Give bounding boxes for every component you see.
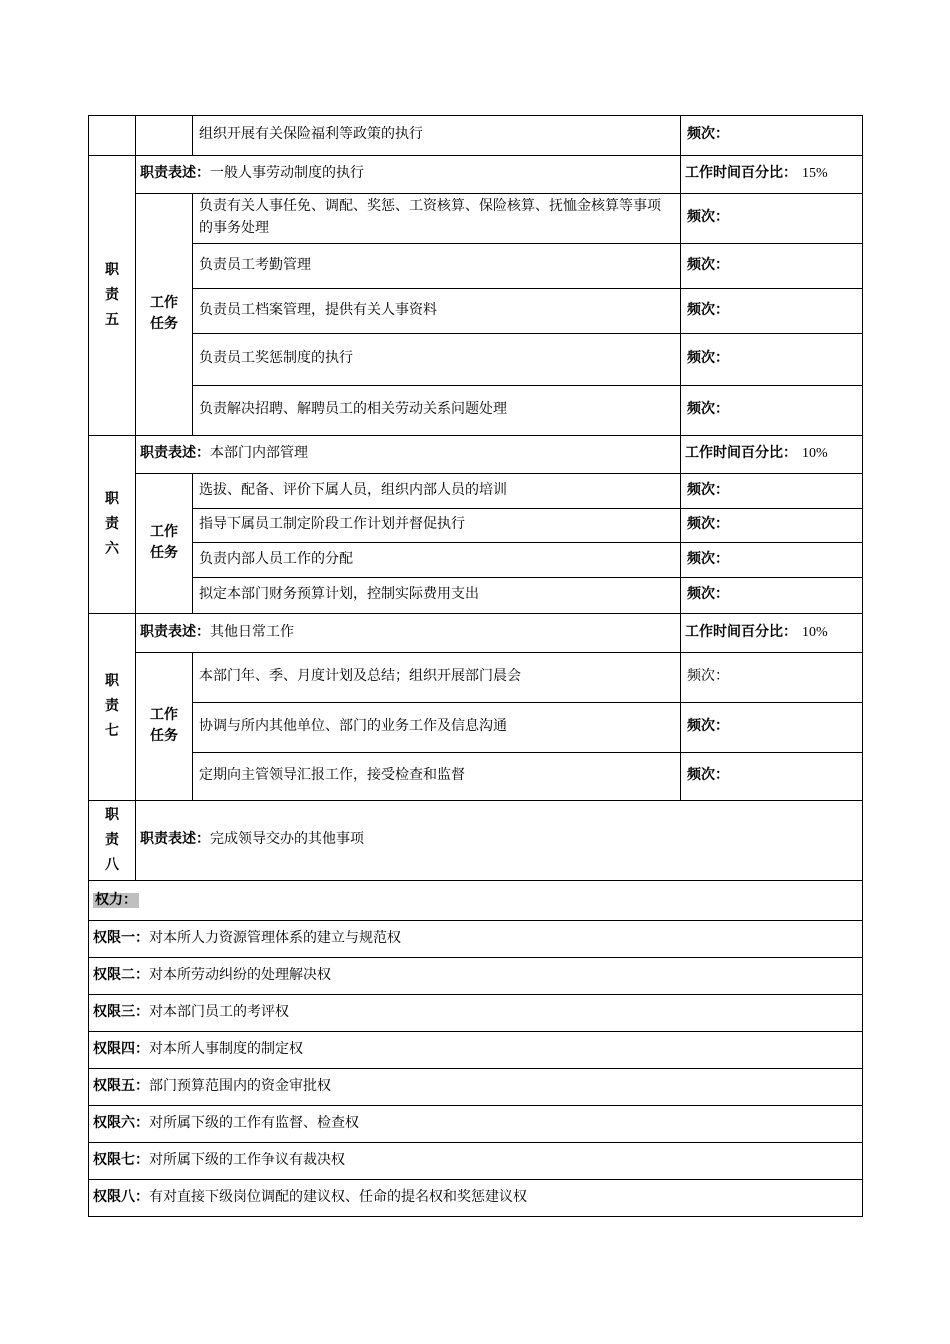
power-item-text: 对本部门员工的考评权 xyxy=(149,1005,289,1021)
task-cell xyxy=(193,508,681,542)
task-text: 定期向主管领导汇报工作，接受检查和监督 xyxy=(199,768,465,784)
task-text: 协调与所内其他单位、部门的业务工作及信息沟通 xyxy=(199,719,507,735)
table-row xyxy=(89,385,863,435)
power-item-label: 权限六： xyxy=(93,1116,149,1132)
power-item-text: 有对直接下级岗位调配的建议权、任命的提名权和奖惩建议权 xyxy=(149,1190,527,1206)
task-text: 本部门年、季、月度计划及总结；组织开展部门晨会 xyxy=(199,669,521,685)
percent-value: 10% xyxy=(802,446,828,462)
task-text: 拟定本部门财务预算计划，控制实际费用支出 xyxy=(199,587,479,603)
table-row xyxy=(89,542,863,577)
task-cell xyxy=(193,542,681,577)
frequency-cell xyxy=(681,577,863,613)
power-item-text: 对本所劳动纠纷的处理解决权 xyxy=(149,968,331,984)
duty-five-label: 职责五 xyxy=(105,262,119,328)
table-row xyxy=(89,1069,863,1106)
frequency-cell xyxy=(681,243,863,288)
frequency-label: 频次： xyxy=(687,482,729,498)
frequency-label: 频次： xyxy=(687,127,729,143)
frequency-cell xyxy=(681,194,863,244)
work-task-label: 工作任务 xyxy=(150,295,178,333)
task-text: 负责内部人员工作的分配 xyxy=(199,551,353,567)
job-description-table xyxy=(88,115,863,1217)
task-cell xyxy=(193,333,681,385)
power-item-cell xyxy=(89,1106,863,1143)
table-row xyxy=(89,473,863,508)
percent-label: 工作时间百分比： xyxy=(685,624,797,640)
task-cell xyxy=(193,577,681,613)
task-text: 选拔、配备、评价下属人员，组织内部人员的培训 xyxy=(199,482,507,498)
table-row xyxy=(89,752,863,800)
table-row xyxy=(89,800,863,881)
table-row xyxy=(89,1180,863,1217)
duty-eight-label: 职责八 xyxy=(105,807,119,874)
work-task-label: 工作任务 xyxy=(150,524,178,562)
table-row xyxy=(89,435,863,473)
power-item-cell xyxy=(89,1180,863,1217)
table-row xyxy=(89,1032,863,1069)
table-row xyxy=(89,1143,863,1180)
duty-seven-label-cell xyxy=(89,613,136,800)
work-task-label-cell xyxy=(136,194,193,436)
duty-desc-label: 职责表述： xyxy=(140,624,210,640)
power-header-label: 权力： xyxy=(95,892,137,908)
power-item-cell xyxy=(89,958,863,995)
table-row xyxy=(89,613,863,652)
power-item-cell xyxy=(89,1032,863,1069)
task-cell xyxy=(193,702,681,752)
duty-desc-label: 职责表述： xyxy=(140,166,210,182)
power-item-text: 对本所人力资源管理体系的建立与规范权 xyxy=(149,931,401,947)
task-cell xyxy=(193,752,681,800)
task-text: 负责员工奖惩制度的执行 xyxy=(199,351,353,367)
table-row xyxy=(89,958,863,995)
frequency-cell xyxy=(681,116,863,156)
power-item-cell xyxy=(89,995,863,1032)
frequency-label: 频次： xyxy=(687,402,729,418)
frequency-cell xyxy=(681,333,863,385)
frequency-label: 频次： xyxy=(687,351,729,367)
frequency-cell xyxy=(681,288,863,333)
power-item-label: 权限二： xyxy=(93,968,149,984)
power-item-label: 权限八： xyxy=(93,1190,149,1206)
task-text: 负责解决招聘、解聘员工的相关劳动关系问题处理 xyxy=(199,402,507,418)
table-row xyxy=(89,243,863,288)
frequency-cell xyxy=(681,473,863,508)
duty-desc-cell xyxy=(136,800,863,881)
work-task-label-cell xyxy=(136,652,193,800)
power-item-cell xyxy=(89,1143,863,1180)
frequency-cell xyxy=(681,752,863,800)
table-row xyxy=(89,508,863,542)
power-item-cell xyxy=(89,1069,863,1106)
power-item-label: 权限四： xyxy=(93,1042,149,1058)
percent-value: 10% xyxy=(802,624,828,640)
task-text: 负责有关人事任免、调配、奖惩、工资核算、保险核算、抚恤金核算等事项的事务处理 xyxy=(199,199,661,237)
power-item-text: 对所属下级的工作有监督、检查权 xyxy=(149,1116,359,1132)
table-row xyxy=(89,577,863,613)
power-item-text: 对本所人事制度的制定权 xyxy=(149,1042,303,1058)
table-row xyxy=(89,921,863,958)
duty-desc-text: 一般人事劳动制度的执行 xyxy=(210,166,364,182)
table-row xyxy=(89,156,863,194)
task-text: 组织开展有关保险福利等政策的执行 xyxy=(199,127,423,143)
table-row xyxy=(89,702,863,752)
task-cell xyxy=(193,652,681,702)
power-item-label: 权限七： xyxy=(93,1153,149,1169)
task-cell xyxy=(193,116,681,156)
table-row xyxy=(89,194,863,244)
percent-label: 工作时间百分比： xyxy=(685,166,797,182)
table-row xyxy=(89,116,863,156)
frequency-cell xyxy=(681,542,863,577)
duty-eight-label-cell xyxy=(89,800,136,881)
table-row xyxy=(89,333,863,385)
empty-duty-cell xyxy=(89,116,136,156)
duty-desc-text: 其他日常工作 xyxy=(210,624,294,640)
duty-desc-cell xyxy=(136,156,681,194)
task-cell xyxy=(193,473,681,508)
frequency-label: 频次： xyxy=(687,551,729,567)
power-item-text: 对所属下级的工作争议有裁决权 xyxy=(149,1153,345,1169)
duty-desc-text: 完成领导交办的其他事项 xyxy=(210,832,364,848)
frequency-label: 频次： xyxy=(687,768,729,784)
task-text: 负责员工考勤管理 xyxy=(199,257,311,273)
power-item-label: 权限一： xyxy=(93,931,149,947)
duty-desc-label: 职责表述： xyxy=(140,446,210,462)
power-item-label: 权限三： xyxy=(93,1005,149,1021)
task-cell xyxy=(193,288,681,333)
power-header-cell xyxy=(89,881,863,921)
duty-desc-cell xyxy=(136,435,681,473)
frequency-label: 频次： xyxy=(687,302,729,318)
duty-six-label: 职责六 xyxy=(105,491,119,557)
task-cell xyxy=(193,385,681,435)
duty-five-label-cell xyxy=(89,156,136,436)
frequency-label: 频次： xyxy=(687,517,729,533)
frequency-label: 频次： xyxy=(687,210,729,226)
table-row xyxy=(89,652,863,702)
table-row xyxy=(89,288,863,333)
work-task-label-cell xyxy=(136,473,193,613)
frequency-cell xyxy=(681,702,863,752)
percent-value: 15% xyxy=(802,166,828,182)
work-task-label: 工作任务 xyxy=(150,707,178,745)
frequency-cell xyxy=(681,652,863,702)
task-cell xyxy=(193,243,681,288)
frequency-label: 频次： xyxy=(687,257,729,273)
table-row xyxy=(89,881,863,921)
duty-desc-text: 本部门内部管理 xyxy=(210,446,308,462)
power-item-cell xyxy=(89,921,863,958)
task-text: 负责员工档案管理，提供有关人事资料 xyxy=(199,302,437,318)
duty-six-label-cell xyxy=(89,435,136,613)
work-time-percent-cell xyxy=(681,156,863,194)
task-cell xyxy=(193,194,681,244)
table-row xyxy=(89,1106,863,1143)
power-item-text: 部门预算范围内的资金审批权 xyxy=(149,1079,331,1095)
frequency-cell xyxy=(681,508,863,542)
table-row xyxy=(89,995,863,1032)
empty-task-label-cell xyxy=(136,116,193,156)
work-time-percent-cell xyxy=(681,435,863,473)
frequency-cell xyxy=(681,385,863,435)
percent-label: 工作时间百分比： xyxy=(685,446,797,462)
work-time-percent-cell xyxy=(681,613,863,652)
frequency-label: 频次： xyxy=(687,719,729,735)
frequency-label: 频次： xyxy=(687,587,729,603)
duty-seven-label: 职责七 xyxy=(105,674,119,740)
duty-desc-cell xyxy=(136,613,681,652)
task-text: 指导下属员工制定阶段工作计划并督促执行 xyxy=(199,517,465,533)
frequency-label: 频次： xyxy=(687,669,729,685)
power-item-label: 权限五： xyxy=(93,1079,149,1095)
duty-desc-label: 职责表述： xyxy=(140,832,210,848)
